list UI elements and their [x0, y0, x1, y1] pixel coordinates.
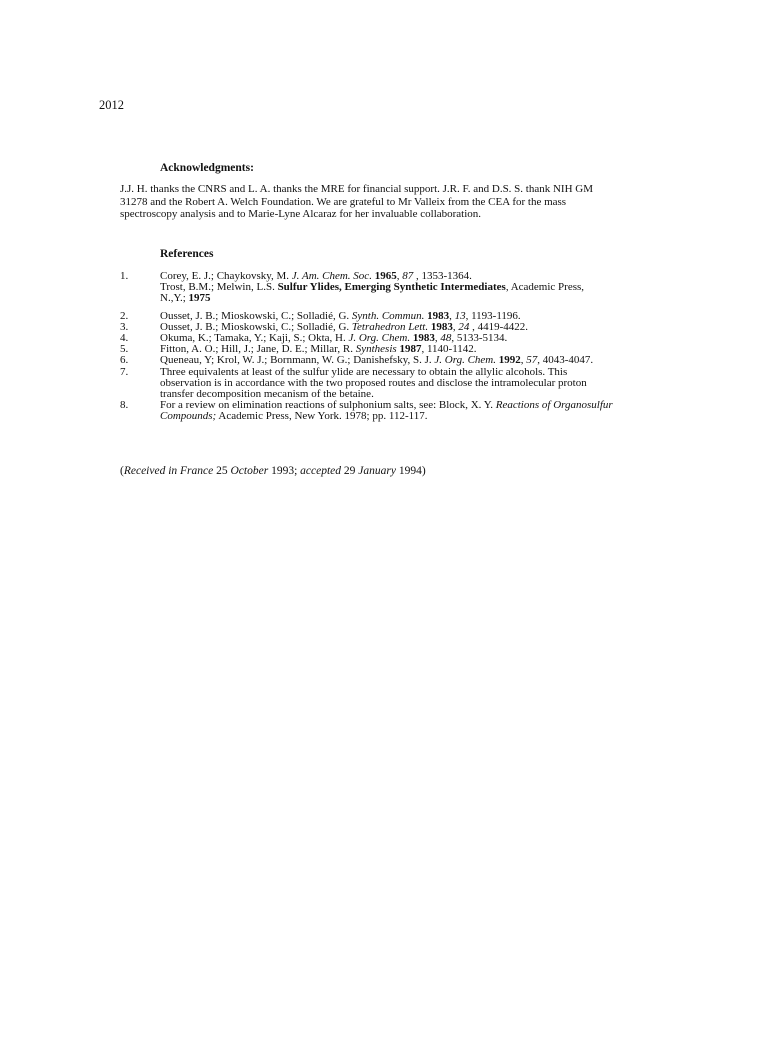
received-year: 1993;: [268, 465, 301, 477]
reference-text: , 4043-4047.: [537, 354, 594, 367]
reference-text: N.,Y.;: [160, 292, 189, 305]
reference-text: Synthesis: [355, 343, 397, 356]
reference-text: J. Org. Chem.: [348, 332, 411, 345]
reference-text: 87: [402, 270, 414, 282]
acknowledgments-line: spectroscopy analysis and to Marie-Lyne Alcaraz for her invaluable collaboration.: [120, 208, 482, 220]
reference-text: 24: [458, 320, 470, 333]
reference-number: 4.: [120, 332, 129, 345]
reference-number: 6.: [120, 354, 129, 367]
reference-text: 1965: [374, 270, 397, 282]
reference-text: ,: [449, 309, 455, 322]
references-list: [120, 271, 715, 423]
reference-number: 1.: [120, 270, 129, 282]
reference-text: 48: [440, 332, 452, 345]
reference-text: Queneau, Y; Krol, W. J.; Bornmann, W. G.; Danishefsky, S. J.: [160, 354, 435, 367]
reference-number: 3.: [120, 320, 129, 333]
reference-item: [120, 400, 715, 422]
reference-text: ,: [396, 270, 403, 282]
page-number: 2012: [99, 98, 124, 112]
reference-text: 1983: [412, 332, 435, 345]
reference-text: observation is in accordance with the two proposed routes and disclose the intramolecular proton: [160, 376, 587, 389]
reference-text: Academic Press, New York. 1978; pp. 112-117.: [216, 410, 428, 423]
acknowledgments-heading: Acknowledgments:: [160, 162, 254, 174]
reference-number: 2.: [120, 309, 129, 322]
reference-text: 1975: [188, 292, 211, 305]
reference-line: [160, 411, 715, 422]
reference-text: 1983: [430, 320, 453, 333]
reference-text: transfer decomposition mecanism of the betaine.: [160, 388, 374, 401]
acknowledgments-line: J.J. H. thanks the CNRS and L. A. thanks the MRE for financial support. J.R. F. and D.S. S. thank NIH GM: [120, 183, 594, 195]
received-month: October: [230, 465, 269, 477]
reference-text: 1992: [498, 354, 521, 367]
received-date: 25: [213, 465, 231, 477]
reference-text: Reactions of Organosulfur: [495, 399, 613, 412]
reference-text: 1987: [399, 343, 422, 356]
reference-item: [120, 271, 715, 305]
received-open-paren: (: [120, 465, 124, 477]
acknowledgments-body: [120, 183, 710, 221]
reference-text: Three equivalents at least of the sulfur ylide are necessary to obtain the allylic alcohols. This: [160, 365, 568, 378]
reference-text: , 1193-1196.: [465, 309, 521, 322]
reference-text: Corey, E. J.; Chaykovsky, M.: [160, 270, 292, 282]
reference-line: [160, 293, 715, 304]
reference-text: Sulfur Ylides, Emerging Synthetic Intermediates: [277, 281, 506, 294]
reference-text: Fitton, A. O.; Hill, J.; Jane, D. E.; Millar, R.: [160, 343, 356, 356]
reference-text: , 1140-1142.: [421, 343, 477, 356]
reference-text: , Academic Press,: [505, 281, 585, 294]
reference-text: Ousset, J. B.; Mioskowski, C.; Solladié, G.: [160, 309, 352, 322]
reference-text: ,: [520, 354, 527, 367]
received-accepted-note: [120, 465, 426, 477]
reference-number: 7.: [120, 365, 129, 378]
accepted-label: accepted: [300, 465, 342, 477]
reference-text: For a review on elimination reactions of sulphonium salts, see: Block, X. Y.: [160, 399, 496, 412]
reference-text: Tetrahedron Lett.: [351, 320, 429, 333]
reference-text: Trost, B.M.; Melwin, L.S.: [160, 281, 278, 294]
accepted-date: 29: [341, 465, 359, 477]
reference-number: 8.: [120, 399, 129, 412]
reference-number: 5.: [120, 343, 129, 356]
reference-text: ,: [434, 332, 441, 345]
reference-text: 1983: [427, 309, 450, 322]
reference-text: J. Am. Chem. Soc.: [291, 270, 372, 282]
accepted-year: 1994): [395, 465, 426, 477]
reference-text: J. Org. Chem.: [434, 354, 497, 367]
reference-line: [160, 282, 715, 293]
reference-text: 13: [454, 309, 466, 322]
reference-text: Okuma, K.; Tamaka, Y.; Kaji, S.; Okta, H.: [160, 332, 349, 345]
accepted-month: January: [358, 465, 396, 477]
reference-item: [120, 367, 715, 401]
reference-text: , 1353-1364.: [413, 270, 472, 282]
reference-text: , 5133-5134.: [451, 332, 508, 345]
reference-text: Compounds;: [160, 410, 217, 423]
reference-text: Synth. Commun.: [351, 309, 425, 322]
received-label: Received in France: [123, 465, 214, 477]
references-heading: References: [160, 248, 214, 260]
reference-text: ,: [452, 320, 459, 333]
acknowledgments-line: 31278 and the Robert A. Welch Foundation. We are grateful to Mr Valleix from the CEA for the mass: [120, 195, 567, 208]
reference-text: Ousset, J. B.; Mioskowski, C.; Solladié, G.: [160, 320, 352, 333]
reference-text: 57: [526, 354, 538, 367]
reference-text: , 4419-4422.: [469, 320, 529, 333]
